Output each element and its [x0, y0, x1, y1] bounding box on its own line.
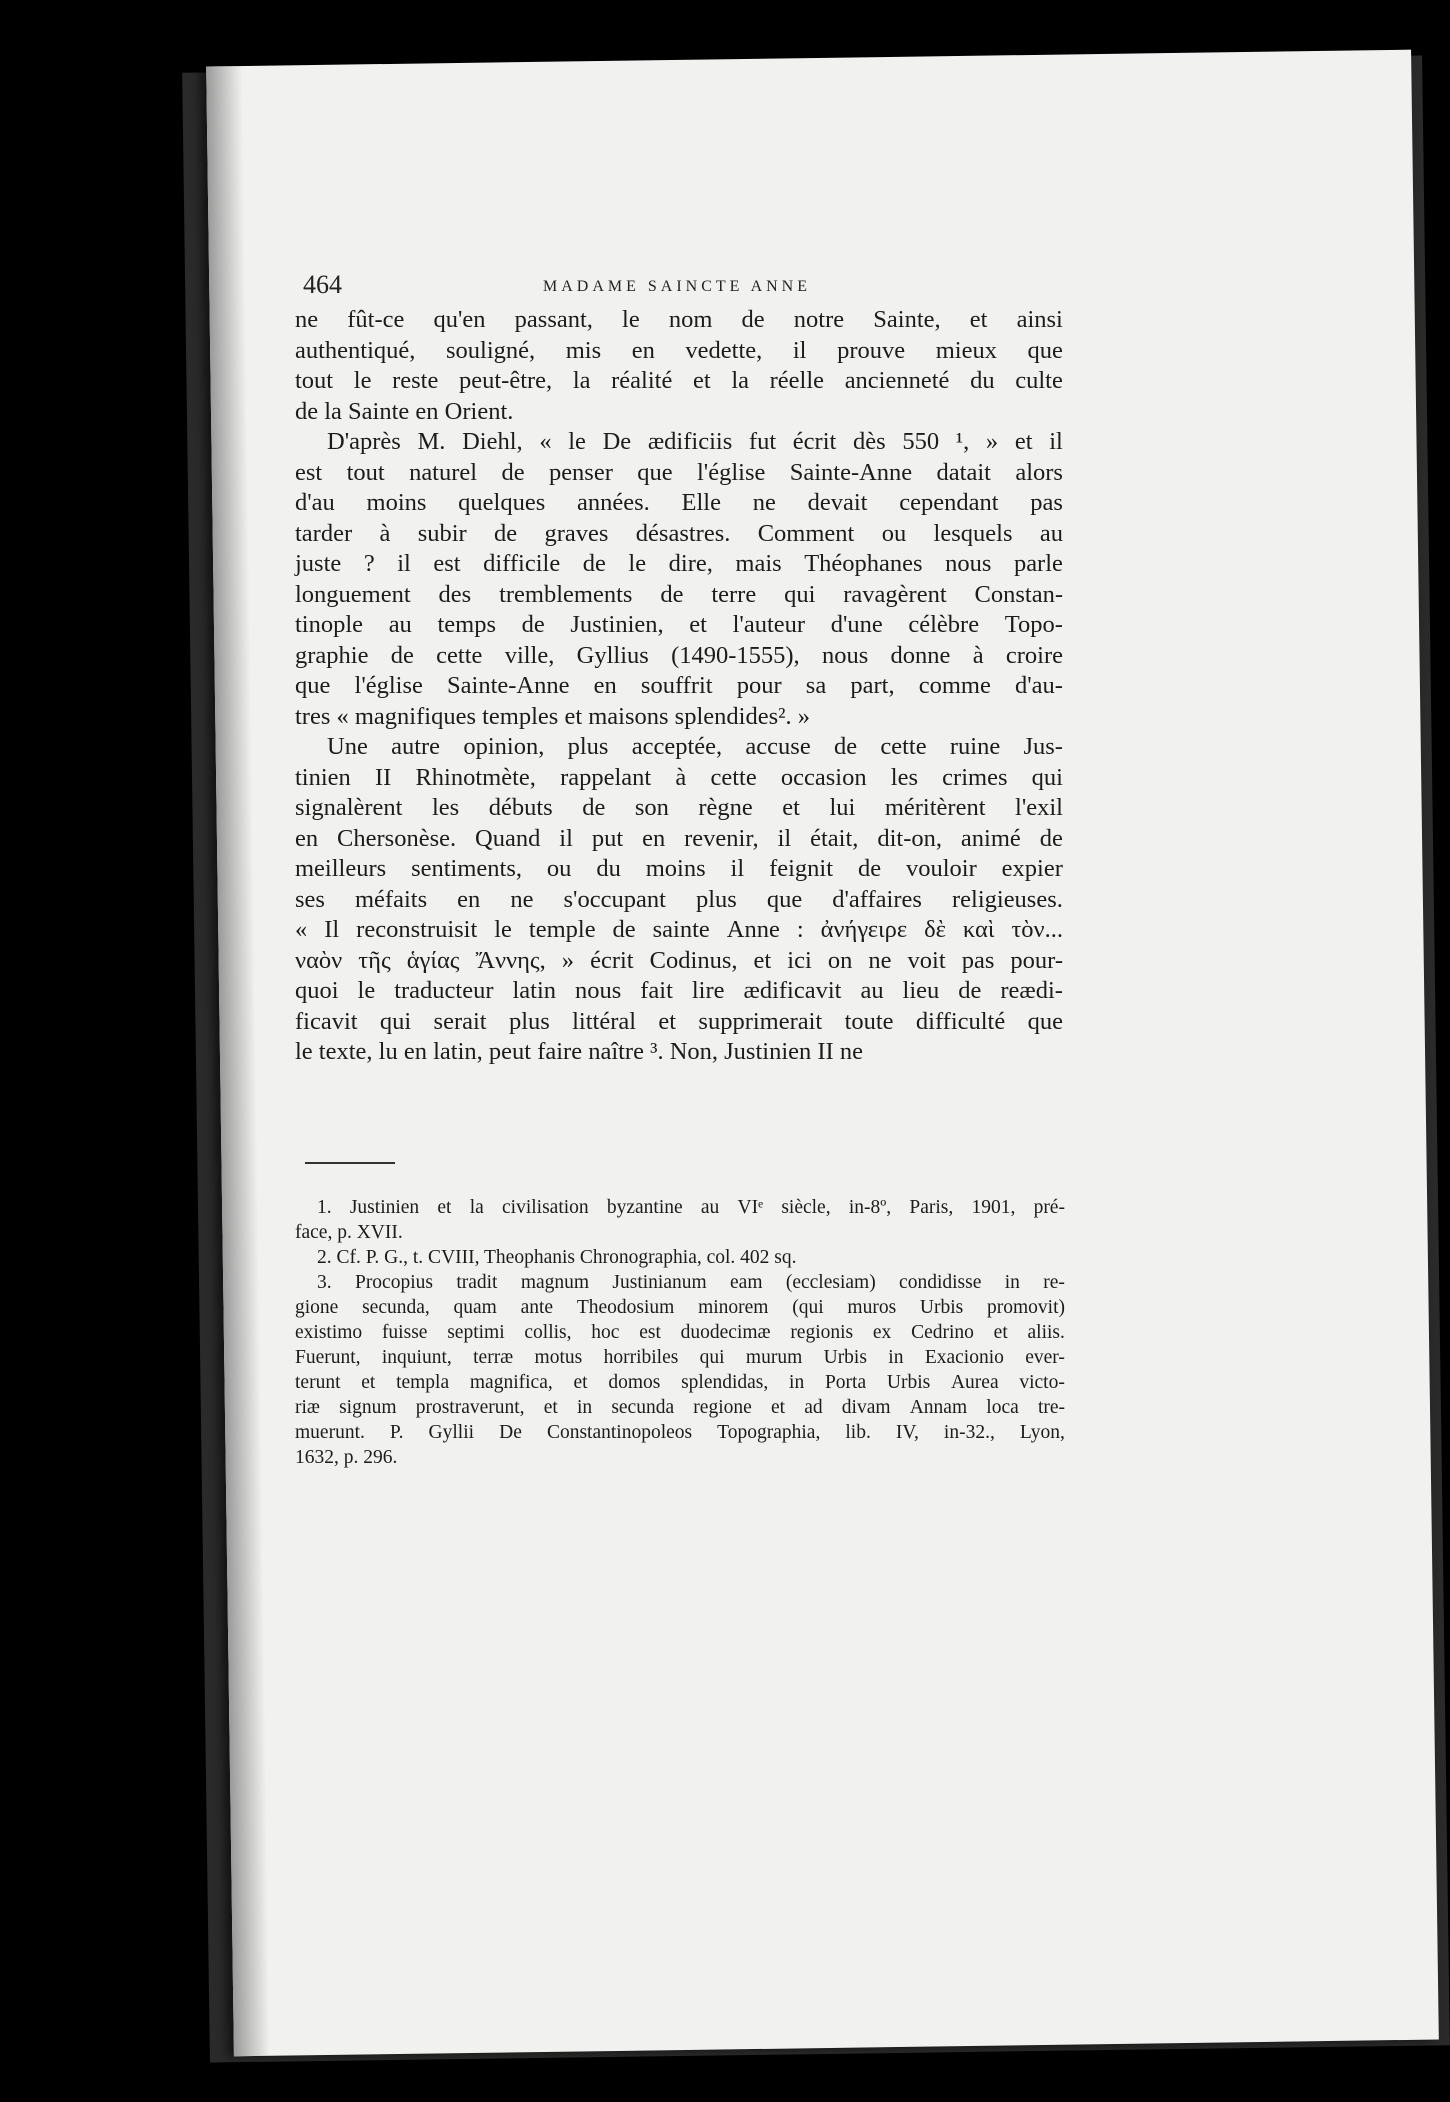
text-line: authentiqué, souligné, mis en vedette, il prouve mieux que [295, 336, 1063, 364]
footnote-line: gione secunda, quam ante Theodosium minorem (qui muros Urbis promovit) [295, 1297, 1065, 1318]
text-line: ne fût-ce qu'en passant, le nom de notre Sainte, et ainsi [295, 306, 1063, 333]
text-line: tres « magnifiques temples et maisons splendides². » [295, 702, 810, 730]
footnote-line: 3. Procopius tradit magnum Justinianum eam (ecclesiam) condidisse in re- [317, 1272, 1065, 1293]
text-line: D'après M. Diehl, « le De ædificiis fut écrit dès 550 ¹, » et il [327, 428, 1063, 455]
text-line: tarder à subir de graves désastres. Comment ou lesquels au [295, 519, 1063, 547]
text-line: « Il reconstruisit le temple de sainte Anne : ἀνήγειρε δὲ καὶ τὸν... [295, 916, 1063, 943]
text-line: juste ? il est difficile de le dire, mais Théophanes nous parle [295, 550, 1063, 577]
footnote-line: face, p. XVII. [295, 1222, 403, 1243]
text-line: tinople au temps de Justinien, et l'auteur d'une célèbre Topo- [295, 611, 1063, 638]
text-line: le texte, lu en latin, peut faire naître ³. Non, Justinien II ne [295, 1038, 863, 1065]
text-line: graphie de cette ville, Gyllius (1490-1555), nous donne à croire [295, 641, 1063, 669]
text-line: signalèrent les débuts de son règne et lui méritèrent l'exil [295, 794, 1063, 821]
footnote-rule [305, 1162, 395, 1164]
running-head: MADAME SAINCTE ANNE [543, 278, 811, 295]
footnote-line: 2. Cf. P. G., t. CVIII, Theophanis Chronographia, col. 402 sq. [317, 1247, 797, 1268]
text-line: que l'église Sainte-Anne en souffrit pour sa part, comme d'au- [295, 672, 1063, 699]
footnote-line: 1632, p. 296. [295, 1447, 398, 1468]
footnote-line: Fuerunt, inquiunt, terræ motus horribiles qui murum Urbis in Exacionio ever- [295, 1347, 1065, 1368]
text-line: en Chersonèse. Quand il put en revenir, il était, dit-on, animé de [295, 824, 1063, 852]
footnote-line: terunt et templa magnifica, et domos splendidas, in Porta Urbis Aurea victo- [295, 1372, 1065, 1393]
text-line: tout le reste peut-être, la réalité et la réelle ancienneté du culte [295, 367, 1063, 394]
main-text [295, 305, 1063, 1068]
text-line: de la Sainte en Orient. [295, 397, 514, 425]
footnote-line: riæ signum prostraverunt, et in secunda regione et ad divam Annam loca tre- [295, 1397, 1065, 1418]
text-line: ficavit qui serait plus littéral et supprimerait toute difficulté que [295, 1007, 1063, 1035]
text-line: meilleurs sentiments, ou du moins il feignit de vouloir expier [295, 855, 1063, 882]
footnotes [295, 1195, 1065, 1470]
text-line: tinien II Rhinotmète, rappelant à cette occasion les crimes qui [295, 763, 1063, 791]
text-line: ναὸν τῆς ἁγίας Ἄννης, » écrit Codinus, et ici on ne voit pas pour- [295, 946, 1063, 974]
text-line: ses méfaits en ne s'occupant plus que d'affaires religieuses. [295, 885, 1063, 913]
text-line: est tout naturel de penser que l'église Sainte-Anne datait alors [295, 458, 1063, 486]
text-line: quoi le traducteur latin nous fait lire ædificavit au lieu de reædi- [295, 977, 1063, 1004]
text-line: Une autre opinion, plus acceptée, accuse de cette ruine Jus- [327, 733, 1063, 760]
footnote-line: muerunt. P. Gyllii De Constantinopoleos Topographia, lib. IV, in-32., Lyon, [295, 1422, 1065, 1443]
text-line: d'au moins quelques années. Elle ne devait cependant pas [295, 489, 1063, 516]
page-header [303, 270, 1083, 300]
text-line: longuement des tremblements de terre qui ravagèrent Constan- [295, 580, 1063, 608]
footnote-line: 1. Justinien et la civilisation byzantine au VIᵉ siècle, in-8º, Paris, 1901, pré- [317, 1197, 1065, 1218]
footnote-line: existimo fuisse septimi collis, hoc est duodecimæ regionis ex Cedrino et aliis. [295, 1322, 1065, 1343]
page-number: 464 [303, 270, 342, 299]
